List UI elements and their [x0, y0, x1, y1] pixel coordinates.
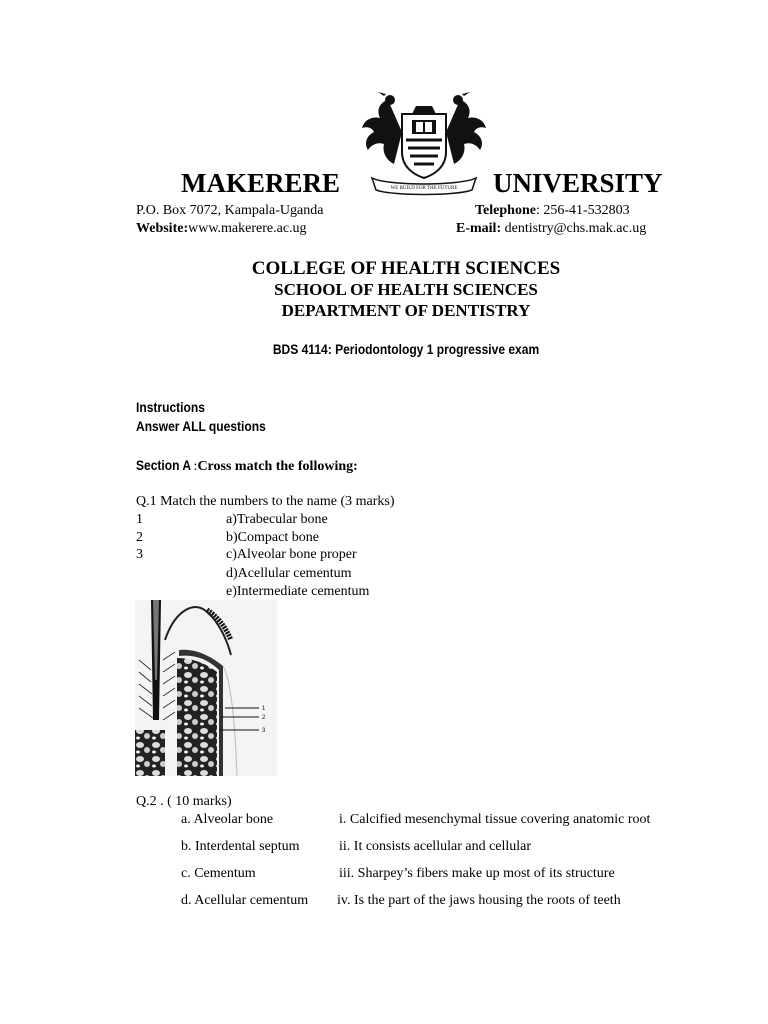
q1-option: c)Alveolar bone proper — [226, 547, 357, 562]
section-a-heading — [136, 457, 358, 475]
periodontium-diagram — [135, 600, 277, 776]
university-name-right: UNIVERSITY — [493, 168, 663, 198]
college-title: COLLEGE OF HEALTH SCIENCES — [251, 258, 561, 279]
q2-right-item: iv. Is the part of the jaws housing the roots of teeth — [337, 893, 621, 908]
trabecular-bone-left — [135, 730, 165, 776]
q2-left-item: b. Interdental septum — [181, 839, 300, 854]
q2-right-item: i. Calcified mesenchymal tissue covering anatomic root — [339, 812, 651, 827]
figure-label-1: 1 — [262, 706, 266, 712]
section-a-separator: : — [190, 459, 198, 474]
figure-label-3: 3 — [262, 728, 266, 734]
email-value: dentistry@chs.mak.ac.ug — [501, 221, 647, 236]
section-a-title: Cross match the following: — [197, 459, 358, 474]
website-line — [136, 221, 307, 237]
instructions-text: Answer ALL questions — [136, 418, 266, 434]
q2-right-item: ii. It consists acellular and cellular — [339, 839, 532, 854]
university-crest-logo — [358, 92, 490, 198]
q1-option: b)Compact bone — [226, 530, 319, 545]
q1-number: 3 — [136, 547, 143, 562]
course-title: BDS 4114: Periodontology 1 progressive exam — [272, 341, 540, 357]
email-label: E-mail: — [456, 221, 502, 236]
q2-left-item: d. Acellular cementum — [181, 893, 309, 908]
q1-option: a)Trabecular bone — [226, 512, 328, 527]
telephone-label: Telephone — [475, 203, 536, 218]
figure-label-2: 2 — [262, 715, 266, 721]
section-a-label: Section A — [136, 457, 192, 473]
website-label: Website: — [136, 221, 189, 236]
shield-icon — [402, 106, 446, 178]
q2-left-item: a. Alveolar bone — [181, 812, 274, 827]
right-crane-icon — [446, 92, 486, 164]
q1-option: e)Intermediate cementum — [226, 584, 370, 599]
telephone-line — [475, 203, 630, 219]
q1-number: 1 — [136, 512, 143, 527]
q2-prompt: Q.2 . ( 10 marks) — [136, 794, 232, 809]
postal-address: P.O. Box 7072, Kampala-Uganda — [136, 203, 324, 218]
university-name-left: MAKERERE — [181, 168, 341, 198]
instructions-heading: Instructions — [136, 399, 205, 415]
q1-prompt: Q.1 Match the numbers to the name (3 marks) — [136, 494, 395, 509]
website-value: www.makerere.ac.ug — [188, 221, 307, 236]
school-title: SCHOOL OF HEALTH SCIENCES — [274, 280, 538, 299]
email-line — [456, 221, 646, 237]
telephone-value: : 256-41-532803 — [535, 203, 630, 218]
q1-number: 2 — [136, 530, 143, 545]
trabecular-bone — [177, 658, 217, 776]
crest-motto: WE BUILD FOR THE FUTURE — [390, 186, 458, 191]
q2-left-item: c. Cementum — [181, 866, 256, 881]
q1-option: d)Acellular cementum — [226, 566, 352, 581]
left-crane-icon — [362, 92, 402, 164]
department-title: DEPARTMENT OF DENTISTRY — [281, 301, 531, 320]
q2-right-item: iii. Sharpey’s fibers make up most of its structure — [339, 866, 615, 881]
